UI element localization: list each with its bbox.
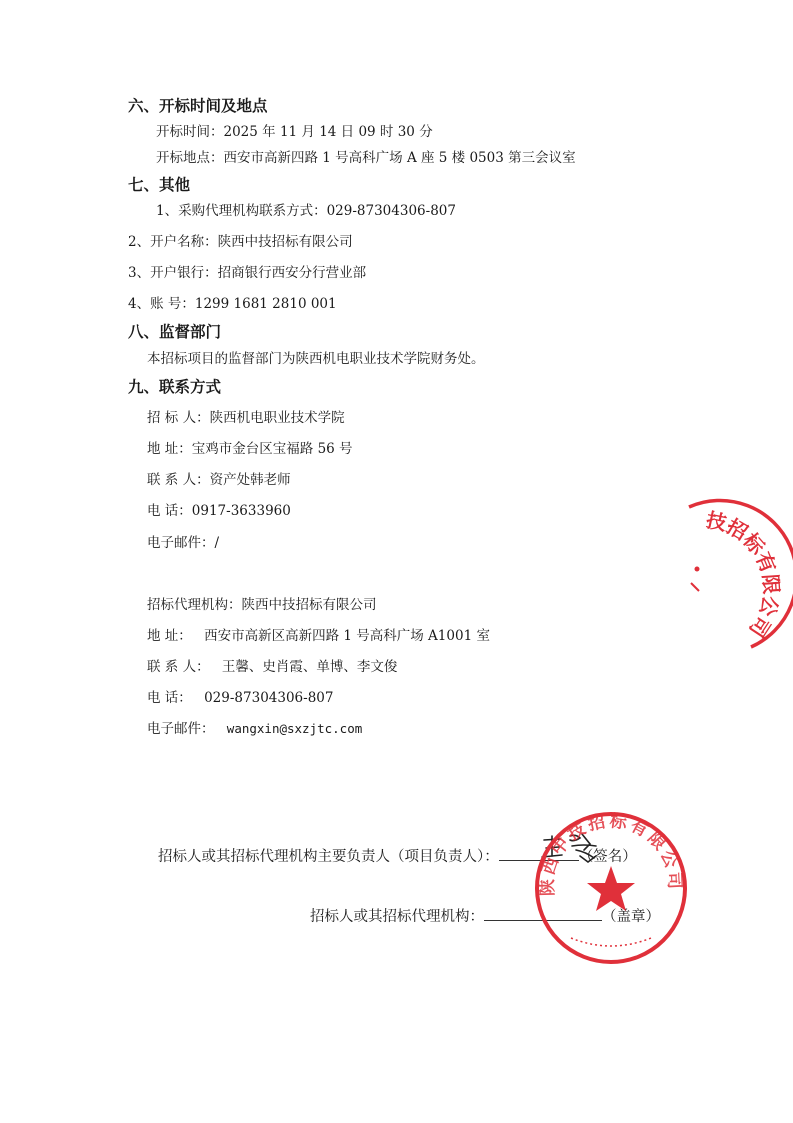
agency-contact-label: 联 系 人： bbox=[147, 659, 210, 675]
other-item-2: 2、开户名称：陕西中技招标有限公司 bbox=[128, 234, 353, 250]
agency-address-value: 西安市高新区高新四路 1 号高科广场 A1001 室 bbox=[204, 628, 490, 644]
buyer-email: 电子邮件：/ bbox=[147, 535, 220, 551]
agency-address bbox=[147, 627, 490, 645]
signature-line-2-suffix: （盖章） bbox=[602, 909, 660, 925]
seam-stamp-icon bbox=[681, 497, 793, 649]
agency-contact bbox=[147, 658, 397, 676]
section-8-heading: 八、监督部门 bbox=[128, 323, 222, 341]
agency-phone bbox=[147, 689, 333, 707]
buyer-contact: 联 系 人：资产处韩老师 bbox=[147, 472, 291, 488]
company-seal-icon bbox=[531, 808, 691, 968]
supervision-text: 本招标项目的监督部门为陕西机电职业技术学院财务处。 bbox=[147, 351, 485, 367]
buyer-address: 地 址：宝鸡市金台区宝福路 56 号 bbox=[147, 441, 353, 457]
agency-email-label: 电子邮件： bbox=[147, 721, 215, 737]
bid-opening-place: 开标地点：西安市高新四路 1 号高科广场 A 座 5 楼 0503 第三会议室 bbox=[156, 150, 576, 166]
agency-name: 招标代理机构：陕西中技招标有限公司 bbox=[147, 597, 377, 613]
section-9-heading: 九、联系方式 bbox=[128, 378, 222, 396]
agency-email bbox=[147, 720, 362, 738]
agency-contact-value: 王馨、史肖霞、单博、李文俊 bbox=[221, 659, 398, 675]
signature-line-1-suffix: （签名） bbox=[578, 849, 637, 865]
agency-phone-label: 电 话： bbox=[147, 690, 192, 706]
agency-phone-value: 029-87304306-807 bbox=[204, 690, 334, 706]
section-6-heading: 六、开标时间及地点 bbox=[128, 97, 268, 115]
svg-text:陕西中技招标有限公司: 陕西中技招标有限公司 bbox=[537, 811, 685, 897]
agency-email-value: wangxin@sxzjtc.com bbox=[226, 721, 363, 736]
section-7-heading: 七、其他 bbox=[128, 176, 191, 194]
svg-text:技招标有限公司: 技招标有限公司 bbox=[704, 507, 784, 642]
buyer-phone: 电 话：0917-3633960 bbox=[147, 503, 291, 519]
bid-opening-time: 开标时间：2025 年 11 月 14 日 09 时 30 分 bbox=[156, 124, 433, 140]
other-item-1: 1、采购代理机构联系方式：029-87304306-807 bbox=[156, 203, 456, 219]
signature-line-2-label: 招标人或其招标代理机构： bbox=[310, 909, 484, 925]
buyer-name: 招 标 人：陕西机电职业技术学院 bbox=[147, 410, 345, 426]
other-item-3: 3、开户银行：招商银行西安分行营业部 bbox=[128, 265, 367, 281]
other-item-4: 4、账 号：1299 1681 2810 001 bbox=[128, 296, 337, 312]
agency-address-label: 地 址： bbox=[147, 628, 192, 644]
signature-line-1-label: 招标人或其招标代理机构主要负责人（项目负责人）： bbox=[158, 849, 499, 865]
